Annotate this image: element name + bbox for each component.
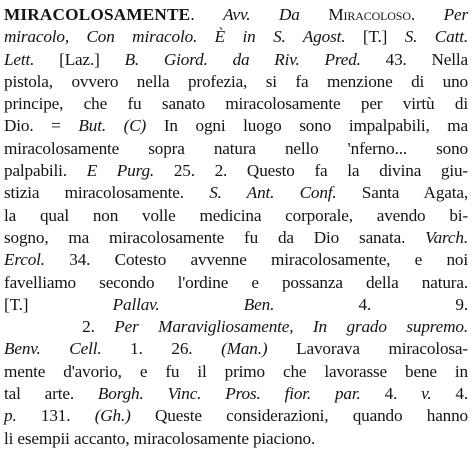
entry-line (4, 316, 468, 338)
text-run: stizia miracolosamente. (4, 183, 210, 203)
text-run: Queste considerazioni, quando hanno (130, 406, 468, 426)
text-run: . (190, 5, 224, 24)
entry-line (4, 26, 468, 48)
italic-run: (Gh.) (94, 406, 131, 426)
text-run: 43. Nella (360, 49, 468, 69)
entry-line (4, 115, 468, 137)
entry-line (4, 138, 468, 160)
italic-run: But. (78, 116, 106, 136)
italic-run: B. Giord. da Riv. Pred. (124, 49, 361, 69)
text-run: Dio. = (4, 116, 79, 136)
entry-line (4, 160, 468, 182)
entry-line (4, 49, 468, 71)
italic-run: Benv. Cell. (4, 339, 102, 359)
entry-line (4, 227, 468, 249)
entry-line (4, 4, 468, 26)
text-run: 1. 26. (101, 339, 222, 359)
text-run: miracolosamente sopra natura nello 'nferno... sono (4, 138, 468, 158)
italic-run: (Man.) (221, 339, 268, 359)
text-run: la qual non volle medicina corporale, avendo bi- (4, 205, 468, 225)
dictionary-entry (4, 4, 468, 450)
text-run: 4. (360, 384, 422, 404)
entry-line (4, 182, 468, 204)
entry-line (4, 205, 468, 227)
text-run: li esempii accanto, miracolosamente piaciono. (4, 428, 316, 448)
text-run: 4. 9. (274, 294, 469, 314)
text-run: [T.] (4, 294, 113, 314)
text-run: . (410, 5, 444, 24)
text-run (106, 116, 124, 135)
italic-run: (C) (123, 116, 147, 136)
text-run: favelliamo secondo l'ordine e possanza della natura. (4, 272, 468, 292)
text-run: pistola, ovvero nella profezia, si fa menzione di uno (4, 71, 468, 91)
text-run: tal arte. (4, 384, 98, 404)
text-run: 2. (4, 317, 115, 337)
text-run: 25. 2. Questo fa la divina giu- (154, 161, 469, 181)
entry-line (4, 338, 468, 360)
entry-line (4, 294, 468, 316)
text-run: Lavorava miracolosa- (267, 339, 468, 359)
italic-run: p. (4, 406, 17, 426)
text-run: mente d'avorio, e fu il primo che lavorasse bene in (4, 361, 468, 381)
entry-line (4, 383, 468, 405)
italic-run: Per (443, 5, 469, 24)
entry-line (4, 71, 468, 93)
text-run: 34. Cotesto avvenne miracolosamente, e noi (44, 250, 468, 270)
italic-run: miracolo, Con miracolo. È in S. Agost. (4, 27, 346, 47)
italic-run: E Purg. (86, 161, 155, 181)
text-run: sogno, ma miracolosamente fu da Dio sanata. (4, 227, 426, 247)
text-run: [Laz.] (34, 49, 125, 69)
entry-line (4, 361, 468, 383)
text-run: principe, che fu sanato miracolosamente per virtù di (4, 94, 468, 114)
italic-run: Per Maravigliosamente, In grado supremo. (114, 317, 469, 337)
text-run: palpabili. (4, 161, 87, 181)
italic-run: Lett. (4, 49, 35, 69)
smallcaps-run: Miracoloso (328, 5, 411, 24)
italic-run: Varch. (425, 227, 468, 247)
italic-run: Borgh. Vinc. Pros. fior. par. (97, 384, 361, 404)
text-run: In ogni luogo sono impalpabili, ma (146, 116, 468, 136)
italic-run: v. (421, 384, 432, 404)
italic-run: S. Ant. Conf. (209, 183, 337, 203)
italic-run: Avv. Da (223, 5, 329, 24)
text-run: 4. (431, 384, 469, 404)
headword: MIRACOLOSAMENTE (4, 5, 191, 24)
entry-line (4, 249, 468, 271)
entry-line (4, 272, 468, 294)
entry-line (4, 405, 468, 427)
text-run: 131. (16, 406, 95, 426)
italic-run: Ercol. (4, 250, 45, 270)
text-run: [T.] (345, 27, 405, 47)
italic-run: S. Catt. (404, 27, 468, 47)
italic-run: Pallav. Ben. (112, 294, 275, 314)
entry-line (4, 93, 468, 115)
text-run: Santa Agata, (336, 183, 468, 203)
